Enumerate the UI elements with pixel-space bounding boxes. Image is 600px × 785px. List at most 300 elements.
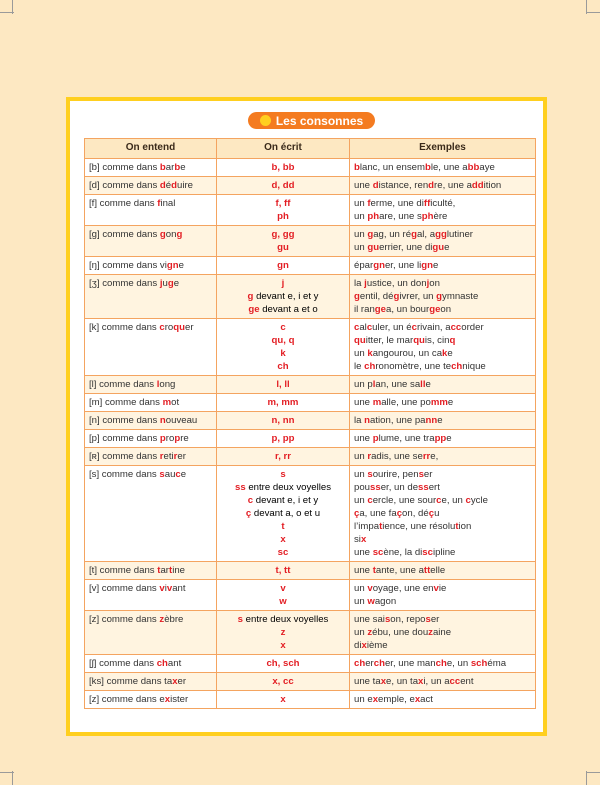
example-highlight: c (436, 495, 442, 506)
example-line (354, 161, 531, 174)
example-highlight: c (367, 495, 373, 506)
example-highlight: ge (374, 304, 386, 315)
example-highlight: x (360, 534, 367, 545)
sound-cell (85, 376, 217, 394)
sound-cell (85, 691, 217, 709)
sound-highlight: n (159, 415, 166, 426)
example-highlight: qu (354, 335, 366, 346)
example-highlight: c (354, 322, 360, 333)
sound-highlight: l (156, 379, 160, 390)
examples-cell (350, 257, 536, 275)
example-highlight: pp (434, 433, 447, 444)
spelling-cell (217, 275, 350, 319)
sound-highlight: x (172, 676, 178, 687)
table-row (85, 448, 536, 466)
example-text: er, un de (380, 482, 419, 493)
spelling-cell (217, 177, 350, 195)
example-highlight: k (367, 348, 373, 359)
example-highlight: ss (370, 482, 381, 493)
example-highlight: ch (364, 361, 376, 372)
example-text: un p (354, 379, 373, 390)
example-text: e (444, 242, 450, 253)
sound-text: ine (172, 565, 185, 576)
spelling-highlight: ss (235, 482, 246, 493)
spelling-cell (217, 673, 350, 691)
sound-highlight: r (173, 451, 178, 462)
example-highlight: ch (354, 658, 366, 669)
spelling-highlight: x (280, 694, 286, 705)
example-text: er (430, 614, 440, 625)
sound-text: [d] comme dans (89, 180, 160, 191)
spelling-text: devant e, i et y (253, 291, 319, 302)
spelling-line (221, 161, 345, 174)
example-text: ante, une a (375, 565, 424, 576)
spelling-cell (217, 226, 350, 257)
example-text: er, une man (384, 658, 436, 669)
sound-cell (85, 275, 217, 319)
example-highlight: r (367, 451, 372, 462)
sound-highlight: f (157, 198, 161, 209)
sound-text: ro (165, 433, 175, 444)
spelling-line (221, 334, 345, 347)
table-row (85, 376, 536, 394)
sound-text: eti (163, 451, 174, 462)
sound-cell (85, 655, 217, 673)
sound-text: [ks] comme dans ta (89, 676, 173, 687)
sound-highlight: d (171, 180, 178, 191)
example-line (354, 396, 531, 409)
sound-highlight: t (168, 565, 173, 576)
example-text: e, (430, 451, 439, 462)
example-highlight: s (384, 614, 391, 625)
spelling-line (221, 657, 345, 670)
crop-mark (0, 12, 14, 13)
table-row (85, 580, 536, 611)
examples-cell (350, 691, 536, 709)
example-text: le, une a (430, 162, 468, 173)
example-line (354, 414, 531, 427)
example-text: une (354, 433, 373, 444)
example-highlight: s (418, 469, 424, 480)
example-highlight: d (428, 180, 435, 191)
example-text: e (447, 397, 454, 408)
spelling-line (221, 259, 345, 272)
example-highlight: c (465, 495, 471, 506)
example-text: ie (438, 583, 447, 594)
example-text: une (354, 565, 373, 576)
example-text: itter, le mar (365, 335, 414, 346)
sound-cell (85, 562, 217, 580)
spelling-cell (217, 319, 350, 376)
sound-text: [t] comme dans (89, 565, 158, 576)
sound-text: [ŋ] comme dans vi (89, 260, 167, 271)
spelling-line (221, 347, 345, 360)
spelling-highlight: qu, q (271, 335, 295, 346)
examples-cell (350, 275, 536, 319)
example-line (354, 533, 531, 546)
sound-highlight: j (159, 278, 163, 289)
sound-highlight: r (159, 451, 164, 462)
spelling-line (221, 533, 345, 546)
spelling-line (221, 582, 345, 595)
spelling-line (221, 241, 345, 254)
example-highlight: gn (373, 260, 385, 271)
spelling-line (221, 277, 345, 290)
example-highlight: p (372, 433, 379, 444)
example-line (354, 259, 531, 272)
sound-cell (85, 430, 217, 448)
table-body (85, 159, 536, 709)
spelling-line (221, 210, 345, 223)
sound-highlight: ch (156, 658, 168, 669)
example-highlight: mm (430, 397, 448, 408)
example-text: errier, une di (379, 242, 433, 253)
sound-text: ot (171, 397, 180, 408)
sound-text: [z] comme dans (89, 614, 160, 625)
example-highlight: cc (449, 676, 461, 687)
spelling-line (221, 626, 345, 639)
example-highlight: t (372, 565, 376, 576)
spelling-highlight: s (280, 469, 286, 480)
example-line (354, 450, 531, 463)
example-highlight: d (372, 180, 379, 191)
sound-text: ouveau (165, 415, 198, 426)
sound-text: [f] comme dans (89, 198, 158, 209)
example-text: nique (462, 361, 486, 372)
examples-cell (350, 448, 536, 466)
table-row (85, 319, 536, 376)
table-row (85, 611, 536, 655)
example-highlight: z (428, 627, 433, 638)
spelling-highlight: ch (277, 361, 289, 372)
example-highlight: s (425, 614, 431, 625)
spelling-highlight: z (280, 627, 286, 638)
example-text: e, un ta (386, 676, 419, 687)
sound-text: ister (170, 694, 189, 705)
sound-highlight: b (159, 162, 166, 173)
spelling-line (221, 494, 345, 507)
example-text: un (354, 348, 368, 359)
example-highlight: g (436, 291, 443, 302)
sound-highlight: c (175, 469, 181, 480)
spelling-line (221, 197, 345, 210)
example-text: di (354, 640, 362, 651)
example-text: erme, une di (370, 198, 424, 209)
examples-cell (350, 412, 536, 430)
sound-cell (85, 177, 217, 195)
spelling-cell (217, 562, 350, 580)
example-highlight: sc (422, 547, 433, 558)
example-line (354, 321, 531, 334)
example-highlight: gn (421, 260, 433, 271)
example-text: un (354, 469, 368, 480)
spelling-cell (217, 394, 350, 412)
example-highlight: gu (432, 242, 445, 253)
sound-text: [k] comme dans (89, 322, 160, 333)
spelling-text: devant a, o et u (251, 508, 321, 519)
example-text: order (461, 322, 484, 333)
spelling-highlight: b, bb (271, 162, 295, 173)
example-highlight: ch (435, 658, 447, 669)
example-line (354, 347, 531, 360)
sound-text: [ʒ] comme dans (89, 278, 160, 289)
example-highlight: cc (450, 322, 462, 333)
spelling-cell (217, 611, 350, 655)
sound-highlight: x (164, 694, 171, 705)
table-row (85, 257, 536, 275)
example-text: on (440, 304, 452, 315)
examples-cell (350, 430, 536, 448)
example-text: un (354, 627, 368, 638)
example-line (354, 303, 531, 316)
example-text: e (446, 433, 452, 444)
example-text: une (354, 547, 373, 558)
spelling-highlight: p, pp (271, 433, 295, 444)
sound-cell (85, 159, 217, 177)
sound-text: [m] comme dans (89, 397, 163, 408)
example-highlight: k (442, 348, 448, 359)
example-text: ycle (470, 495, 488, 506)
crop-mark (586, 12, 600, 13)
example-text: uler, un é (372, 322, 412, 333)
sound-highlight: g (176, 229, 183, 240)
example-highlight: f (367, 198, 371, 209)
example-highlight: v (433, 583, 439, 594)
example-text: un (354, 229, 368, 240)
example-text: épar (354, 260, 374, 271)
table-row (85, 159, 536, 177)
example-highlight: qu (413, 335, 425, 346)
example-text: ion (458, 521, 472, 532)
crop-mark (12, 771, 13, 785)
examples-cell (350, 580, 536, 611)
example-text: al, a (416, 229, 436, 240)
example-text: l’impa (354, 521, 380, 532)
spelling-line (221, 564, 345, 577)
table-row (85, 430, 536, 448)
example-text: i, un a (423, 676, 450, 687)
example-line (354, 613, 531, 626)
table-row (85, 412, 536, 430)
examples-cell (350, 673, 536, 691)
example-highlight: w (367, 596, 375, 607)
example-text: ent (460, 676, 474, 687)
example-text: on (429, 278, 440, 289)
table-row (85, 655, 536, 673)
table-row (85, 195, 536, 226)
example-text: are, une s (379, 211, 422, 222)
spelling-highlight: g, gg (271, 229, 295, 240)
example-text: angourou, un ca (372, 348, 443, 359)
example-text: act (420, 694, 433, 705)
table-row (85, 226, 536, 257)
example-text: e, un (441, 495, 466, 506)
example-highlight: x (380, 676, 387, 687)
header-on-entend: On entend (85, 139, 217, 159)
spelling-highlight: c (280, 322, 286, 333)
spelling-line (221, 228, 345, 241)
page-title: Les consonnes (275, 113, 364, 128)
example-text: ustice, un don (366, 278, 427, 289)
spelling-line (221, 481, 345, 494)
spelling-line (221, 520, 345, 533)
spelling-highlight: t (281, 521, 285, 532)
example-highlight: ph (421, 211, 434, 222)
example-text: emple, e (378, 694, 415, 705)
example-text: ition (483, 180, 502, 191)
example-text: un (354, 583, 368, 594)
header-on-ecrit: On écrit (217, 139, 350, 159)
example-text: une (354, 180, 373, 191)
header-exemples: Exemples (350, 139, 536, 159)
examples-cell (350, 466, 536, 562)
table-row (85, 466, 536, 562)
spelling-highlight: n, nn (271, 415, 295, 426)
example-line (354, 626, 531, 639)
example-highlight: ç (354, 508, 360, 519)
example-text: un (354, 242, 368, 253)
spelling-cell (217, 430, 350, 448)
spelling-line (221, 321, 345, 334)
example-line (354, 520, 531, 533)
spelling-highlight: g (247, 291, 254, 302)
spelling-highlight: ch, sch (266, 658, 300, 669)
example-line (354, 290, 531, 303)
example-highlight: ph (367, 211, 380, 222)
sound-text: [s] comme dans (89, 469, 160, 480)
example-line (354, 360, 531, 373)
consonants-table (84, 138, 536, 709)
sound-text: er (177, 676, 187, 687)
spelling-line (221, 396, 345, 409)
example-text: ième (366, 640, 388, 651)
example-line (354, 507, 531, 520)
example-highlight: ç (428, 508, 435, 519)
sound-cell (85, 580, 217, 611)
example-highlight: g (367, 229, 374, 240)
example-text: er (365, 658, 374, 669)
sound-cell (85, 466, 217, 562)
sound-cell (85, 412, 217, 430)
example-text: is, cin (424, 335, 450, 346)
spelling-highlight: f, ff (275, 198, 291, 209)
example-text: ronomètre, une te (375, 361, 452, 372)
spelling-cell (217, 580, 350, 611)
example-highlight: s (367, 469, 373, 480)
example-text: ivrer, un (399, 291, 437, 302)
example-highlight: sc (372, 547, 384, 558)
examples-cell (350, 195, 536, 226)
example-text: ourire, pen (372, 469, 419, 480)
example-line (354, 481, 531, 494)
sound-text: e (178, 260, 184, 271)
example-text: er (423, 469, 433, 480)
example-text: il ran (354, 304, 375, 315)
crop-mark (586, 771, 587, 785)
sound-text: u (162, 278, 168, 289)
table-row (85, 275, 536, 319)
example-text: la (354, 278, 365, 289)
example-highlight: m (372, 397, 382, 408)
example-text: une (354, 397, 373, 408)
spelling-highlight: d, dd (271, 180, 295, 191)
spelling-line (221, 179, 345, 192)
example-text: ag, un ré (373, 229, 412, 240)
sound-cell (85, 448, 217, 466)
example-highlight: ff (423, 198, 431, 209)
example-text: une sai (354, 614, 385, 625)
example-text: al (359, 322, 367, 333)
example-text: e (437, 415, 443, 426)
example-highlight: g (411, 229, 417, 240)
sound-text: e (173, 278, 180, 289)
spelling-highlight: ç (245, 508, 252, 519)
sound-text: é (165, 180, 172, 191)
example-highlight: ç (396, 508, 403, 519)
spelling-highlight: v (280, 583, 286, 594)
spelling-highlight: t, tt (275, 565, 291, 576)
example-line (354, 494, 531, 507)
example-text: un e (354, 694, 373, 705)
table-row (85, 394, 536, 412)
sound-text: ant (167, 658, 182, 669)
spelling-text: entre deux voyelles (245, 482, 331, 493)
sound-text: ro (164, 322, 174, 333)
sound-cell (85, 257, 217, 275)
example-text: ience, une résolu (382, 521, 456, 532)
spelling-highlight: l, ll (276, 379, 290, 390)
example-highlight: l (372, 379, 376, 390)
example-text: re, une a (434, 180, 472, 191)
example-line (354, 197, 531, 210)
examples-cell (350, 376, 536, 394)
example-line (354, 241, 531, 254)
sound-highlight: v (159, 583, 165, 594)
spelling-line (221, 639, 345, 652)
spelling-highlight: ge (248, 304, 260, 315)
example-highlight: q (449, 335, 456, 346)
example-text: elle (430, 565, 446, 576)
example-text: la (354, 415, 365, 426)
sound-highlight: g (159, 229, 166, 240)
example-text: ymnaste (442, 291, 479, 302)
example-highlight: bb (467, 162, 480, 173)
example-text: le (354, 361, 365, 372)
example-text: iculté, (430, 198, 456, 209)
spelling-highlight: sc (277, 547, 289, 558)
example-highlight: ll (420, 379, 426, 390)
example-highlight: t (455, 521, 459, 532)
spelling-cell (217, 257, 350, 275)
consonants-card (66, 97, 547, 736)
sound-text: [ʀ] comme dans (89, 451, 160, 462)
example-highlight: g (393, 291, 400, 302)
examples-cell (350, 562, 536, 580)
spelling-line (221, 378, 345, 391)
sound-highlight: z (159, 614, 165, 625)
sound-text: ar (160, 565, 169, 576)
spelling-highlight: s (237, 614, 243, 625)
spelling-highlight: r, rr (274, 451, 291, 462)
spelling-highlight: j (281, 278, 285, 289)
sound-text: [ʃ] comme dans (89, 658, 157, 669)
example-highlight: x (372, 694, 379, 705)
example-line (354, 277, 531, 290)
spelling-cell (217, 691, 350, 709)
example-highlight: x (418, 676, 424, 687)
example-highlight: ss (418, 482, 429, 493)
example-text: lutiner (446, 229, 473, 240)
